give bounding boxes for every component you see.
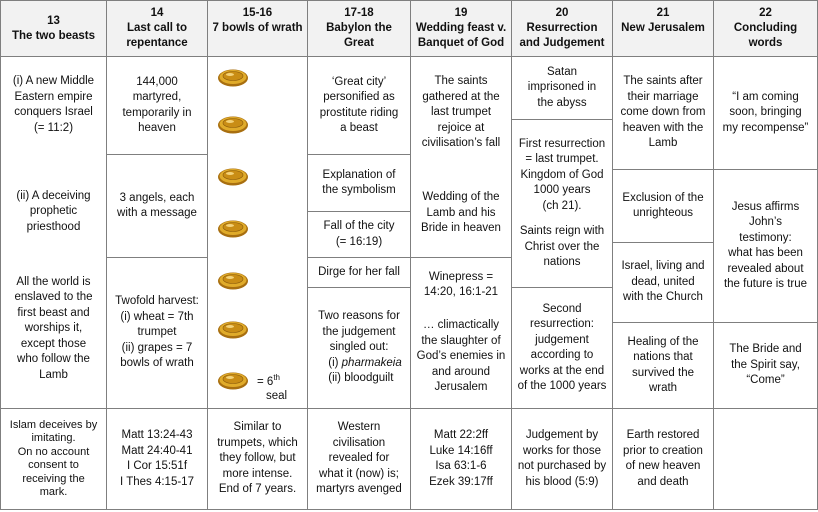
seal-word: seal: [266, 389, 288, 402]
text-line: works at the end: [519, 364, 605, 377]
text-line: and around: [431, 365, 491, 378]
text-line: receiving the: [22, 472, 85, 485]
text-line: The saints after: [623, 75, 703, 88]
text-line: dead, united: [631, 275, 695, 288]
text-line: my recompense”: [722, 121, 809, 134]
text-line: ‘Great city’: [331, 75, 387, 88]
col20-satan-imprisoned: [512, 57, 612, 119]
col17-explanation: [308, 155, 410, 211]
text-line: Wedding of the: [422, 191, 500, 204]
text-line: priesthood: [26, 220, 81, 233]
text-line: Lamb: [39, 368, 68, 381]
col21-exclusion: [613, 170, 713, 242]
text-line: Matt 22:2ff: [433, 429, 489, 441]
text-line: Matt 13:24-43: [121, 429, 193, 441]
spacer: [519, 214, 605, 224]
text-line: resurrection:: [530, 318, 594, 330]
text-line: [316, 356, 402, 372]
text-line: nations that: [633, 351, 693, 363]
text-line: I Thes 4:15-17: [120, 475, 194, 488]
col17-fall-of-city: [308, 212, 410, 257]
header-title: Last call to repentance: [126, 22, 188, 49]
text-line: conquers Israel: [14, 106, 93, 118]
text-line: The saints: [434, 75, 488, 88]
text-line: 3 angels, each: [119, 191, 195, 204]
text-line: Exclusion of the: [622, 191, 704, 204]
col14-bottom: [107, 409, 207, 509]
text-line: revealed about: [727, 262, 804, 275]
col22-bride-and-spirit: [714, 323, 817, 408]
text-line: first beast and: [17, 306, 90, 319]
text-line: John’s: [748, 216, 783, 228]
text-line: singled out:: [329, 341, 389, 354]
text-line: 144,000: [136, 75, 178, 88]
col13-new-empire: [1, 70, 106, 140]
text-line: Western: [337, 421, 381, 434]
text-line: imitating.: [31, 432, 76, 444]
text-line: civilisation’s fall: [421, 137, 501, 150]
bowl-icon: [217, 271, 249, 291]
text-line: with a message: [117, 207, 197, 219]
col17-great-city: [308, 57, 410, 154]
text-line: (ch 21).: [542, 199, 582, 212]
header-num: 13: [47, 14, 60, 27]
text-line: Islam deceives by: [9, 418, 98, 431]
col21-bottom: [613, 409, 713, 509]
header-14: [107, 1, 207, 56]
text-line: Earth restored: [626, 429, 700, 441]
col20-bottom: [512, 409, 612, 509]
header-22: [714, 1, 817, 56]
header-title: The two beasts: [11, 29, 96, 42]
text-line: Lamb and his: [426, 206, 496, 219]
col19-winepress: [411, 262, 511, 308]
bowl-icon: [217, 371, 249, 391]
text-line: I Cor 15:51f: [126, 460, 188, 472]
text-line: (= 11:2): [33, 121, 74, 134]
text-line: judgement: [535, 333, 589, 346]
header-title: 7 bowls of wrath: [212, 22, 303, 34]
text-line: gathered at the: [422, 90, 500, 103]
text-line: (ii) bloodguilt: [328, 372, 394, 385]
col15-bottom: [208, 409, 307, 509]
text-line: (ii) grapes = 7: [121, 341, 193, 354]
text-line: bowls of wrath: [120, 357, 194, 370]
text-line: what has been: [728, 247, 803, 259]
italic-word: pharmakeia: [341, 356, 402, 369]
header-num: 17-18: [344, 7, 374, 19]
text-line: worships it,: [24, 322, 83, 335]
text-line: civilisation: [332, 436, 386, 449]
text-line: Saints reign with: [519, 225, 605, 237]
text-line: nations: [543, 256, 581, 268]
header-17-18: [308, 1, 410, 56]
text-line: heaven: [138, 122, 176, 134]
header-title: Resurrection and Judgement: [519, 22, 605, 49]
text-line: and death: [637, 475, 689, 488]
header-15-16: [208, 1, 307, 56]
header-num: 20: [555, 7, 569, 19]
col19-wedding: [411, 170, 511, 257]
bowl-icon: [217, 219, 249, 239]
text-line: survived the: [631, 366, 694, 379]
text-line: (i) A new Middle: [12, 75, 95, 87]
col21-healing: [613, 323, 713, 408]
text-line: Ezek 39:17ff: [429, 475, 493, 488]
text-line: enslaved to the: [14, 291, 93, 304]
text-line: the abyss: [537, 96, 587, 109]
text-line: a beast: [340, 122, 378, 134]
text-line: Isa 63:1-6: [435, 460, 487, 472]
col17-two-reasons: [308, 288, 410, 408]
text-line: = last trumpet.: [525, 153, 599, 165]
header-num: 22: [759, 7, 772, 19]
text-line: according to: [530, 349, 594, 361]
header-20: [512, 1, 612, 56]
col14-144000: [107, 57, 207, 154]
text-line: (i) wheat = 7th: [120, 310, 194, 323]
text-line: End of 7 years.: [218, 483, 297, 496]
text-line: temporarily in: [122, 106, 192, 119]
text-line: Healing of the: [627, 335, 699, 348]
text-line: Dirge for her fall: [318, 265, 400, 278]
text-line: Similar to: [233, 421, 282, 434]
text-line: not purchased by: [517, 460, 607, 472]
col22-jesus-affirms: [714, 170, 817, 322]
col14-three-angels: [107, 155, 207, 257]
col13-bottom: [1, 409, 106, 509]
text-line: revealed for: [328, 452, 390, 465]
col20-first-resurrection: [512, 120, 612, 287]
text-line: martyrs avenged: [316, 483, 402, 496]
col22-i-am-coming: [714, 57, 817, 169]
text-line: God’s enemies in: [416, 350, 506, 363]
text-line: of new heaven: [625, 460, 701, 472]
text-line: Eastern empire: [14, 90, 93, 103]
text-line: Second: [542, 302, 582, 315]
col17-dirge: [308, 258, 410, 287]
text-line: his blood (5:9): [525, 475, 599, 488]
text-line: Jesus affirms: [731, 200, 800, 213]
text-line: imprisoned in: [527, 81, 597, 94]
text-line: prior to creation: [623, 444, 703, 457]
text-line: of the 1000 years: [517, 380, 607, 392]
header-title: Babylon the Great: [326, 22, 392, 49]
text-line: Explanation of: [322, 168, 396, 181]
text-line: Matt 24:40-41: [121, 444, 193, 457]
text-line: soon, bringing: [729, 106, 802, 119]
col13-world-enslaved: [1, 273, 106, 385]
text-line: Judgement by: [525, 429, 599, 441]
header-title: Concluding words: [733, 22, 798, 49]
col19-bottom: [411, 409, 511, 509]
text-line: works for those: [523, 444, 601, 457]
text-line: “I am coming: [732, 90, 799, 103]
text-line: the judgement: [322, 325, 396, 338]
bowl-icon: [217, 320, 249, 340]
text-line: who follow the: [17, 353, 90, 366]
text-line: On no account: [17, 445, 90, 458]
text-line: Winepress =: [428, 270, 494, 283]
header-num: 19: [454, 7, 468, 19]
text-line: … climactically: [422, 319, 500, 332]
text-line: their marriage: [627, 90, 699, 103]
text-line: 14:20, 16:1-21: [423, 286, 499, 298]
text-line: personified as: [323, 91, 395, 103]
header-num: 15-16: [242, 7, 273, 19]
text-prefix: (i): [328, 356, 342, 369]
bowl-icon: [217, 167, 249, 187]
text-line: wrath: [648, 382, 678, 394]
text-line: Two reasons for: [318, 310, 400, 323]
text-line: unrighteous: [632, 207, 694, 219]
text-line: testimony:: [739, 231, 792, 244]
text-line: they follow, but: [219, 452, 296, 465]
header-13: [1, 1, 106, 56]
text-line: Israel, living and: [621, 260, 705, 273]
text-line: The Bride and: [729, 343, 802, 356]
text-line: (ii) A deceiving: [16, 189, 91, 202]
text-line: prophetic: [29, 205, 78, 218]
text-line: Luke 14:16ff: [429, 444, 493, 457]
text-line: Bride in heaven: [421, 222, 501, 235]
bowl-icon: [217, 68, 249, 88]
col13-deceiving-priesthood: [1, 182, 106, 242]
text-line: come down from: [620, 106, 706, 119]
text-line: Christ over the: [524, 240, 600, 253]
header-21: [613, 1, 713, 56]
text-line: except those: [20, 337, 87, 350]
text-line: 1000 years: [533, 184, 591, 196]
seal-text: = 6: [257, 375, 274, 388]
col19-saints-gathered: [411, 57, 511, 169]
text-line: “Come”: [746, 374, 785, 387]
col21-israel-united: [613, 243, 713, 322]
col21-saints-come-down: [613, 57, 713, 169]
text-line: Twofold harvest:: [115, 295, 199, 308]
text-line: mark.: [39, 486, 68, 498]
text-line: Satan: [546, 65, 578, 78]
text-line: last trumpet: [430, 106, 492, 119]
text-line: consent to: [28, 459, 79, 471]
text-line: First resurrection: [518, 137, 606, 150]
text-line: the symbolism: [322, 184, 396, 196]
header-num: 14: [150, 7, 164, 19]
text-line: the future is true: [723, 278, 808, 290]
text-line: with the Church: [623, 291, 703, 304]
text-line: what it (now) is;: [319, 467, 399, 480]
col14-twofold-harvest: [107, 258, 207, 408]
col20-second-resurrection: [512, 288, 612, 408]
col17-bottom: [308, 409, 410, 509]
text-line: Lamb: [648, 137, 678, 150]
seal-sup: th: [273, 373, 280, 382]
text-line: martyred,: [132, 91, 182, 103]
text-line: the Spirit say,: [731, 358, 800, 371]
text-line: heaven with the: [622, 121, 704, 134]
header-title: Wedding feast v. Banquet of God: [415, 22, 507, 49]
text-line: more intense.: [222, 467, 293, 480]
header-19: [411, 1, 511, 56]
text-line: prostitute riding: [319, 106, 399, 119]
text-line: All the world is: [16, 275, 91, 288]
header-title: New Jerusalem: [621, 22, 705, 34]
text-line: rejoice at: [437, 121, 485, 134]
bowl-icon: [217, 115, 249, 135]
text-line: trumpet: [137, 326, 177, 339]
text-line: the slaughter of: [421, 334, 501, 347]
text-line: Jerusalem: [434, 381, 488, 394]
text-line: Kingdom of God: [520, 168, 604, 181]
header-num: 21: [656, 7, 670, 19]
sixth-seal-note: [257, 371, 303, 403]
col19-slaughter: [411, 314, 511, 400]
text-line: (= 16:19): [335, 235, 383, 248]
text-line: Fall of the city: [323, 220, 395, 232]
text-line: trumpets, which: [217, 436, 298, 449]
